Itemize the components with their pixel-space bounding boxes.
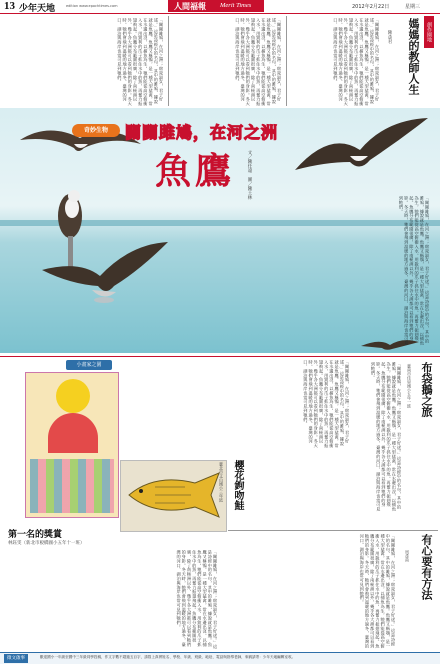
drawing-title: 櫻花鉤吻鮭 (232, 460, 243, 510)
issue-weekday: 星期三 (405, 4, 421, 10)
drawing-author: 臺北市文山國小三年級 (219, 462, 224, 502)
drawing-arch (48, 413, 98, 453)
feature-byline: 文／陳任遠 圖／陳王林 (247, 150, 252, 200)
masthead (0, 0, 440, 14)
travel-article-title: 布袋鵝之旅 (420, 362, 433, 417)
lower-right-article-author: 周彥甫 (405, 550, 410, 562)
divider (228, 530, 438, 531)
feature-badge: 奇妙生物 (72, 124, 120, 137)
art-caption-title: 第一名的獎賞 (8, 530, 63, 540)
feature-body-text: 「關關雎鳩，在河之洲；窈窕淑女，君子好逑。」這是詩經中的名句，其中的雎鳩，據說就是魚鷹。魚鷹又稱鶚，是一種大型猛禽，常在水邊出沒，以捕魚為生，牠們能從高空俯衝入水，用銳利的爪子抓住水中的魚，再奮力振翅飛起。魚鷹分布範圍很廣，除了南極洲以外，幾乎各大洲都可以看到牠們的身影。冬天時，牠們會飛到溫暖的地方過冬，臺灣的河口、湖泊與海岸也常可見到牠們。 (398, 196, 430, 346)
divider (286, 16, 287, 106)
top-left-article-text: 「關關雎鳩，在河之洲；窈窕淑女，君子好逑。」這是詩經中的名句，其中的雎鳩，據說就是魚鷹。魚鷹又稱鶚，是一種大型猛禽，常在水邊出沒，以捕魚為生，牠們能從高空俯衝入水，用銳利的爪子抓住水中的魚，再奮力振翅飛起。魚鷹分布範圍很廣，除了南極洲以外，幾乎各大洲都可以看到牠們的身影。冬天時，牠們會飛到溫暖的地方過冬，臺灣的河口、湖泊與海岸也常可見到牠們。 (117, 18, 164, 106)
divider (168, 16, 169, 106)
travel-article-author: 臺南市佳里國小五年一班 (407, 364, 412, 408)
brand-box (168, 0, 264, 12)
footer-tag: 徵文啟事 (4, 654, 28, 663)
masthead-small-info: edition www.epochtimes.com (66, 4, 118, 8)
column-tag: 創作園地 (424, 16, 434, 48)
salmon-drawing-icon (125, 471, 223, 519)
art-caption-author: 林鈺雯（新北市板橋國小五年十一班） (8, 541, 85, 546)
osprey-catching-fish-icon (40, 240, 170, 310)
divider (0, 356, 440, 357)
travel-article-text: 「關關雎鳩，在河之洲；窈窕淑女，君子好逑。」這是詩經中的名句，其中的雎鳩，據說就是魚鷹。魚鷹又稱鶚，是一種大型猛禽，常在水邊出沒，以捕魚為生，牠們能從高空俯衝入水，用銳利的爪子抓住水中的魚，再奮力振翅飛起。魚鷹分布範圍很廣，除了南極洲以外，幾乎各大洲都可以看到牠們的身影。冬天時，牠們會飛到溫暖的地方過冬，臺灣的河口、湖泊與海岸也常可見到牠們。 (370, 362, 402, 512)
footer-bar (0, 652, 440, 664)
page-number: 13 (4, 0, 15, 12)
osprey-flying-right-icon (290, 110, 430, 185)
feature-big-title: 魚鷹 (155, 150, 236, 192)
art-drawing-winner (25, 372, 119, 518)
lower-right-article-text: 「關關雎鳩，在河之洲；窈窕淑女，君子好逑。」這是詩經中的名句，其中的雎鳩，據說就是魚鷹。魚鷹又稱鶚，是一種大型猛禽，常在水邊出沒，以捕魚為生，牠們能從高空俯衝入水，用銳利的爪子抓住水中的魚，再奮力振翅飛起。魚鷹分布範圍很廣，除了南極洲以外，幾乎各大洲都可以看到牠們的身影。冬天時，牠們會飛到溫暖的地方過冬，臺灣的河口、湖泊與海岸也常可見到牠們。 (359, 534, 396, 649)
top-right-article-title: 媽媽的教師人生 (407, 18, 420, 95)
lower-right-article-title: 有心要有方法 (420, 534, 433, 600)
issue-date: 2012年2月22日 (352, 4, 390, 10)
middle-article-text: 「關關雎鳩，在河之洲；窈窕淑女，君子好逑。」這是詩經中的名句，其中的雎鳩，據說就是魚鷹。魚鷹又稱鶚，是一種大型猛禽，常在水邊出沒，以捕魚為生，牠們能從高空俯衝入水，用銳利的爪子抓住水中的魚，再奮力振翅飛起。魚鷹分布範圍很廣，除了南極洲以外，幾乎各大洲都可以看到牠們的身影。冬天時，牠們會飛到溫暖的地方過冬，臺灣的河口、湖泊與海岸也常可見到牠們。 (303, 360, 350, 448)
section-title: 少年天地 (19, 4, 56, 14)
brand-english: Merit Times (220, 2, 252, 9)
footer-text: 歡迎國小一年級至國中三年級同學投稿，作文字數不超過五百字，請寫上真實姓名、學校、年級、班級、地址、電話與指導老師，來稿請寄：少年天地編輯室收。 (40, 655, 296, 659)
art-tag: 小畫家之園 (66, 360, 112, 370)
feature-headline: 關關雎鳩，在河之洲 (125, 123, 279, 142)
top-right-article-author: 陳彥君 (387, 30, 392, 44)
top-right-article-text: 「關關雎鳩，在河之洲；窈窕淑女，君子好逑。」這是詩經中的名句，其中的雎鳩，據說就是魚鷹。魚鷹又稱鶚，是一種大型猛禽，常在水邊出沒，以捕魚為生，牠們能從高空俯衝入水，用銳利的爪子抓住水中的魚，再奮力振翅飛起。魚鷹分布範圍很廣，除了南極洲以外，幾乎各大洲都可以看到牠們的身影。冬天時，牠們會飛到溫暖的地方過冬，臺灣的河口、湖泊與海岸也常可見到牠們。 (333, 18, 380, 106)
drawing-crowd (30, 459, 114, 513)
brand-name: 人間福報 (174, 1, 206, 11)
top-center-article-text: 「關關雎鳩，在河之洲；窈窕淑女，君子好逑。」這是詩經中的名句，其中的雎鳩，據說就是魚鷹。魚鷹又稱鶚，是一種大型猛禽，常在水邊出沒，以捕魚為生，牠們能從高空俯衝入水，用銳利的爪子抓住水中的魚，再奮力振翅飛起。魚鷹分布範圍很廣，除了南極洲以外，幾乎各大洲都可以看到牠們的身影。冬天時，牠們會飛到溫暖的地方過冬，臺灣的河口、湖泊與海岸也常可見到牠們。 (235, 18, 282, 106)
drawing-sun (56, 379, 90, 413)
art-drawing-fish (120, 460, 227, 532)
lower-left-article-text: 「關關雎鳩，在河之洲；窈窕淑女，君子好逑。」這是詩經中的名句，其中的雎鳩，據說就是魚鷹。魚鷹又稱鶚，是一種大型猛禽，常在水邊出沒，以捕魚為生，牠們能從高空俯衝入水，用銳利的爪子抓住水中的魚，再奮力振翅飛起。魚鷹分布範圍很廣，除了南極洲以外，幾乎各大洲都可以看到牠們的身影。冬天時，牠們會飛到溫暖的地方過冬，臺灣的河口、湖泊與海岸也常可見到牠們。 (176, 550, 218, 649)
